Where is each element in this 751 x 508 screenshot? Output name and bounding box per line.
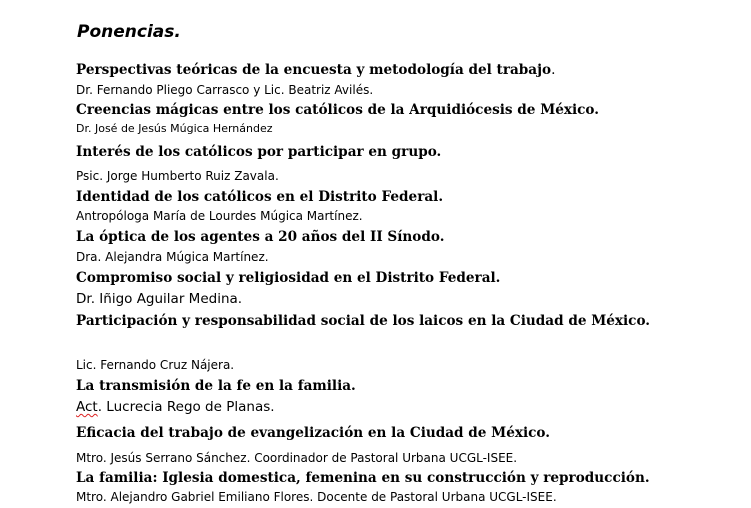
talk-title-8: La transmisión de la fe en la familia. (76, 378, 356, 394)
talk-title-2: Creencias mágicas entre los católicos de la Arquidiócesis de México. (76, 102, 599, 118)
talk-author-8 (76, 398, 275, 416)
section-heading: Ponencias. (77, 22, 181, 42)
talk-title-1 (76, 61, 555, 79)
author-name: . Lucrecia Rego de Planas. (97, 399, 275, 415)
talk-author-7: Lic. Fernando Cruz Nájera. (76, 358, 235, 372)
talk-title-9: Eficacia del trabajo de evangelización en la Ciudad de México. (76, 425, 550, 441)
talk-title-text: Perspectivas teóricas de la encuesta y metodología del trabajo (76, 62, 552, 78)
talk-author-9: Mtro. Jesús Serrano Sánchez. Coordinador de Pastoral Urbana UCGL-ISEE. (76, 451, 518, 465)
talk-title-5: La óptica de los agentes a 20 años del II Sínodo. (76, 229, 445, 245)
talk-title-period: . (551, 62, 556, 78)
talk-author-1: Dr. Fernando Pliego Carrasco y Lic. Beatriz Avilés. (76, 83, 374, 97)
author-prefix: Act (76, 399, 98, 415)
talk-title-6: Compromiso social y religiosidad en el Distrito Federal. (76, 270, 501, 286)
talk-author-10: Mtro. Alejandro Gabriel Emiliano Flores. Docente de Pastoral Urbana UCGL-ISEE. (76, 490, 557, 504)
talk-author-4: Antropóloga María de Lourdes Múgica Martínez. (76, 209, 363, 223)
talk-title-3: Interés de los católicos por participar en grupo. (76, 144, 442, 160)
talk-author-5: Dra. Alejandra Múgica Martínez. (76, 250, 269, 264)
talk-title-7: Participación y responsabilidad social de los laicos en la Ciudad de México. (76, 313, 651, 329)
talk-author-6: Dr. Iñigo Aguilar Medina. (76, 291, 243, 307)
talk-title-10: La familia: Iglesia domestica, femenina en su construcción y reproducción. (76, 470, 650, 486)
talk-title-4: Identidad de los católicos en el Distrito Federal. (76, 189, 444, 205)
talk-author-2: Dr. José de Jesús Múgica Hernández (76, 122, 273, 135)
talk-author-3: Psic. Jorge Humberto Ruiz Zavala. (76, 169, 279, 183)
